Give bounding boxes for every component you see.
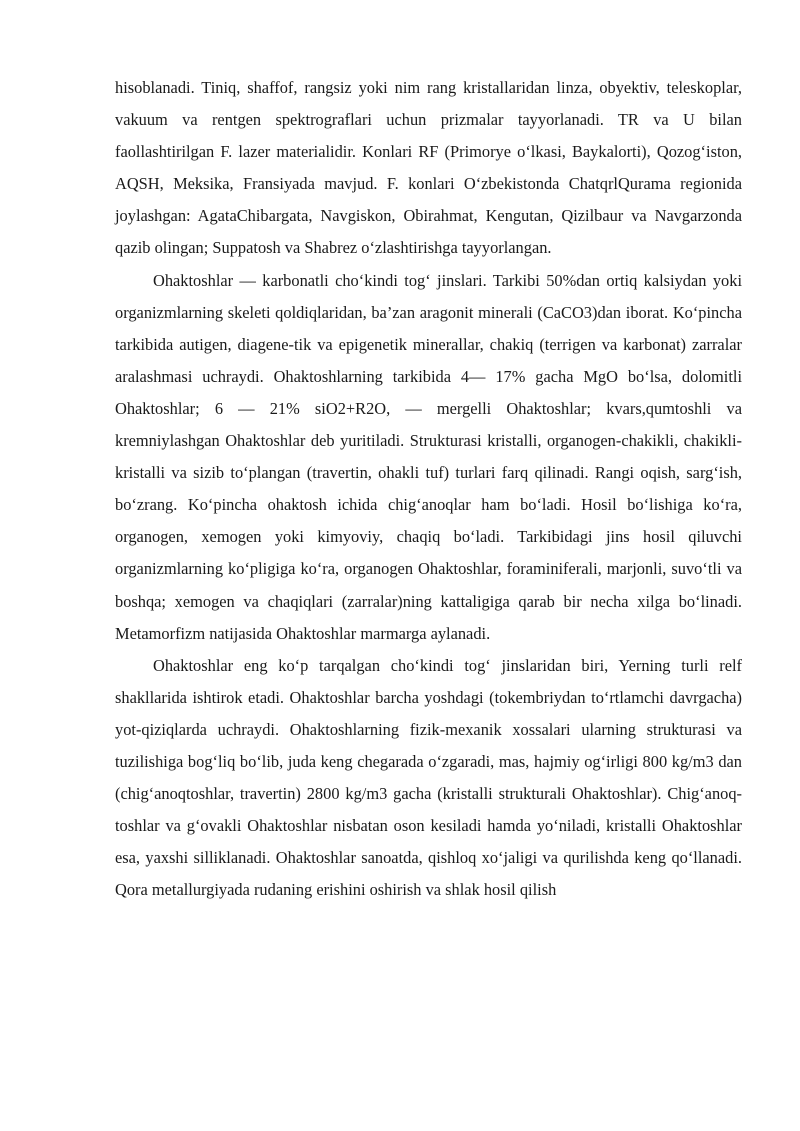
- paragraph-limestone-definition: Ohaktoshlar — karbonatli cho‘kindi tog‘ jinslari. Tarkibi 50%dan ortiq kalsiydan yoki organizmlarning skeleti qoldiqlaridan, ba’zan aragonit minerali (CaCO3)dan iborat. Ko‘pincha tarkibida autigen, diagene-tik va epigenetik minerallar, chakiq (terrigen va karbonat) zarralar aralashmasi uchraydi. Ohaktoshlarning tarkibida 4— 17% gacha MgO bo‘lsa, dolomitli Ohaktoshlar; 6 — 21% siO2+R2O, — mergelli Ohaktoshlar; kvars,qumtoshli va kremniylashgan Ohaktoshlar deb yuritiladi. Strukturasi kristalli, organogen-chakikli, chakikli-kristalli va sizib to‘plangan (travertin, ohakli tuf) turlari farq qilinadi. Rangi oqish, sarg‘ish, bo‘zrang. Ko‘pincha ohaktosh ichida chig‘anoqlar ham bo‘ladi. Hosil bo‘lishiga ko‘ra, organogen, xemogen yoki kimyoviy, chaqiq bo‘ladi. Tarkibidagi jins hosil qiluvchi organizmlarning ko‘pligiga ko‘ra, organogen Ohaktoshlar, foraminiferali, marjonli, suvo‘tli va boshqa; xemogen va chaqiqlari (zarralar)ning kattaligiga qarab bir necha xilga bo‘linadi. Metamorfizm natijasida Ohaktoshlar marmarga aylanadi.: [115, 270, 742, 643]
- paragraph-fluorite-continuation: hisoblanadi. Tiniq, shaffof, rangsiz yoki nim rang kristallaridan linza, obyektiv, teleskoplar, vakuum va rentgen spektrograflari uchun prizmalar tayyorlanadi. TR va U bilan faollashtirilgan F. lazer materialidir. Konlari RF (Primorye o‘lkasi, Baykalorti), Qozog‘iston, AQSH, Meksika, Fransiyada mavjud. F. konlari O‘zbekistonda ChatqrlQurama regionida joylashgan: AgataChibargata, Navgiskon, Obirahmat, Kengutan, Qizilbaur va Navgarzonda qazib olingan; Suppatosh va Shabrez o‘zlashtirishga tayyorlangan.: [115, 78, 742, 258]
- paragraph-limestone-properties: Ohaktoshlar eng ko‘p tarqalgan cho‘kindi tog‘ jinslaridan biri, Yerning turli relf shakllarida ishtirok etadi. Ohaktoshlar barcha yoshdagi (tokembriydan to‘rtlamchi davrgacha) yot-qiziqlarda uchraydi. Ohaktoshlarning fizik-mexanik xossalari ularning strukturasi va tuzilishiga bog‘liq bo‘lib, juda keng chegarada o‘zgaradi, mas, hajmiy og‘irligi 800 kg/m3 dan (chig‘anoqtoshlar, travertin) 2800 kg/m3 gacha (kristalli strukturali Ohaktoshlar). Chig‘anoq-toshlar va g‘ovakli Ohaktoshlar nisbatan oson kesiladi hamda yo‘niladi, kristalli Ohaktoshlar esa, yaxshi silliklanadi. Ohaktoshlar sanoatda, qishloq xo‘jaligi va qurilishda keng qo‘llanadi. Qora metallurgiyada rudaning erishini oshirish va shlak hosil qilish: [115, 655, 742, 900]
- document-body: [115, 72, 742, 906]
